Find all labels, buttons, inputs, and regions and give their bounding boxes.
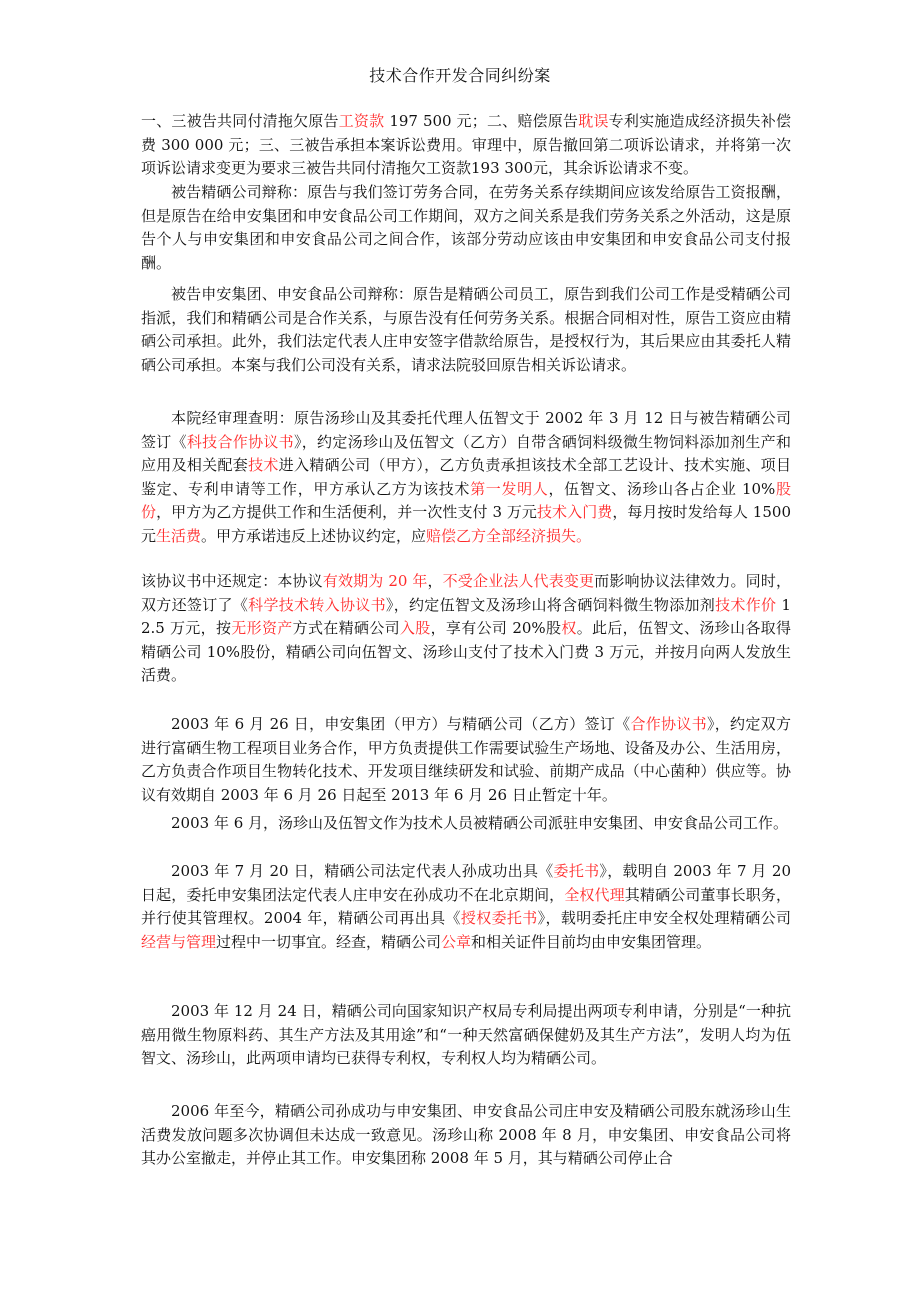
- highlighted-term: 全权代理: [564, 885, 625, 904]
- highlighted-term: 科技合作协议书: [186, 432, 294, 451]
- text-run: 2003 年 6 月，汤珍山及伍智文作为技术人员被精硒公司派驻申安集团、申安食品公司工作。: [171, 814, 789, 832]
- text-run: 本院经审理查明：原告汤珍山及其委托代理人伍智文于 2002 年 3 月 12 日与被告精硒公司签订《: [141, 409, 791, 451]
- text-run: 。甲方承诺违反上述协议约定，应: [201, 526, 427, 545]
- paragraph-findings: [141, 407, 791, 548]
- paragraph-dispatch: [141, 812, 791, 836]
- text-run: 2006 年至今，精硒公司孙成功与申安集团、申安食品公司庄申安及精硒公司股东就汤珍山生活费发放问题多次协调但未达成一致意见。汤珍山称 2008 年 8 月，申安集团、申安食品公司将其办公室撤走，并停止其工作。申安集团称 2008 年 5 月，其与精硒公司停止合: [141, 1102, 791, 1167]
- paragraph-claims: [141, 110, 791, 181]
- paragraph-defense-jingxi: [141, 181, 791, 275]
- highlighted-term: 委托书: [553, 862, 600, 880]
- highlighted-term: 技术入门费: [536, 503, 613, 521]
- highlighted-term: 股份: [141, 479, 791, 521]
- text-run: 进入精硒公司（甲方），乙方负责承担该技术全部工艺设计、技术实施、项目鉴定、专利申请等工作，甲方承认乙方为该技术: [141, 456, 791, 498]
- text-run: 》，载明委托庄申安全权处理精硒公司: [537, 909, 791, 927]
- highlighted-term: 耽误: [578, 112, 609, 130]
- highlighted-term: 技术作价: [715, 595, 777, 614]
- highlighted-term: 无形资产: [231, 619, 293, 637]
- text-run: 》，约定双方进行富硒生物工程项目业务合作，甲方负责提供工作需要试验生产场地、设备及办公、生活用房，乙方负责合作项目生物转化技术、开发项目继续研发和试验、前期产成品（中心菌种）供应等。协议有效期自 2003 年 6 月 26 日起至 2013 年 6 月 26 日止暂定十年。: [141, 715, 791, 804]
- text-run: ，: [427, 572, 443, 590]
- highlighted-term: 入股: [399, 619, 431, 637]
- text-run: 和相关证件目前均由申安集团管理。: [471, 932, 712, 951]
- text-run: 197 500 元；二、赔偿原告: [384, 112, 579, 130]
- text-run: 12.5 万元，按: [141, 595, 791, 637]
- highlighted-term: 生活费: [156, 526, 202, 545]
- text-run: 该协议书中还规定：本协议: [141, 572, 323, 590]
- paragraph-power-of-attorney: [141, 860, 791, 954]
- text-run: 一、三被告共同付清拖欠原告: [141, 112, 339, 130]
- text-run: ，甲方为乙方提供工作和生活便利，并一次性支付 3 万元: [156, 503, 537, 521]
- text-run: 》，约定汤珍山及伍智文（乙方）自带含硒饲料级微生物饲料添加剂生产和应用及相关配套: [141, 432, 791, 474]
- text-run: ，每月按时发给每人 1500 元: [141, 503, 791, 545]
- text-run: 》，约定伍智文及汤珍山将含硒饲料微生物添加剂: [385, 595, 716, 614]
- text-run: 。此后，伍智文、汤珍山各取得精硒公司 10%股份，精硒公司向伍智文、汤珍山支付了技术入门费 3 万元，并按月向两人发放生活费。: [141, 619, 791, 684]
- text-run: 2003 年 12 月 24 日，精硒公司向国家知识产权局专利局提出两项专利申请，分别是“一种抗癌用微生物原料药、其生产方法及其用途”和“一种天然富硒保健奶及其生产方法”，发明人均为伍智文、汤珍山，此两项申请均已获得专利权，专利权人均为精硒公司。: [141, 1002, 791, 1067]
- text-run: 被告精硒公司辩称：原告与我们签订劳务合同，在劳务关系存续期间应该发给原告工资报酬，但是原告在给申安集团和申安食品公司工作期间，双方之间关系是我们劳务关系之外活动，这是原告个人与申安集团和申安食品公司之间合作，该部分劳动应该由申安集团和申安食品公司支付报酬。: [141, 183, 791, 272]
- text-run: 专利实施造成经济损失补偿费 300 000 元；三、三被告承担本案诉讼费用。审理中，原告撤回第二项诉讼请求，并将第一次项诉讼请求变更为要求三被告共同付清拖欠工资款193 300元，其余诉讼请求不变。: [141, 112, 791, 177]
- text-run: 而影响协议法律效力。同时，双方还签订了《: [141, 572, 791, 614]
- highlighted-term: 技术: [248, 456, 279, 474]
- highlighted-term: 公章: [441, 932, 472, 951]
- highlighted-term: 合作协议书: [630, 715, 707, 733]
- paragraph-defense-shenan: [141, 283, 791, 377]
- highlighted-term: 授权委托书: [460, 909, 538, 927]
- highlighted-term: 工资款: [338, 112, 385, 130]
- text-run: 2003 年 6 月 26 日，申安集团（甲方）与精硒公司（乙方）签订《: [171, 715, 631, 733]
- text-run: ，享有公司 20%股: [430, 619, 562, 637]
- highlighted-term: 科学技术转入协议书: [248, 595, 386, 614]
- paragraph-agreement-terms: [141, 570, 791, 688]
- text-run: 其精硒公司董事长职务，并行使其管理权。2004 年，精硒公司再出具《: [141, 885, 791, 927]
- paragraph-living-expenses: [141, 1100, 791, 1171]
- highlighted-term: 权: [561, 619, 577, 637]
- text-run: 2003 年 7 月 20 日，精硒公司法定代表人孙成功出具《: [171, 862, 554, 880]
- highlighted-term: 不受企业法人代表变更: [442, 572, 595, 590]
- document-title: 技术合作开发合同纠纷案: [369, 66, 551, 85]
- highlighted-term: 第一发明人: [470, 479, 549, 498]
- paragraph-cooperation-agreement: [141, 713, 791, 807]
- text-run: ，伍智文、汤珍山各占企业 10%: [548, 479, 776, 498]
- highlighted-term: 经营与管理: [141, 932, 217, 951]
- text-run: 被告申安集团、申安食品公司辩称：原告是精硒公司员工，原告到我们公司工作是受精硒公司指派，我们和精硒公司是合作关系，与原告没有任何劳务关系。根据合同相对性，原告工资应由精硒公司承担。此外，我们法定代表人庄申安签字借款给原告，是授权行为，其后果应由其委托人精硒公司承担。本案与我们公司没有关系，请求法院驳回原告相关诉讼请求。: [141, 285, 791, 374]
- text-run: 过程中一切事宜。经查，精硒公司: [216, 932, 442, 951]
- text-run: 方式在精硒公司: [292, 619, 400, 637]
- paragraph-patents: [141, 1000, 791, 1071]
- highlighted-term: 赔偿乙方全部经济损失。: [426, 526, 592, 545]
- text-run: 》，载明自 2003 年 7 月 20 日起，委托申安集团法定代表人庄申安在孙成功不在北京期间，: [141, 862, 791, 904]
- highlighted-term: 有效期为 20 年: [322, 572, 428, 590]
